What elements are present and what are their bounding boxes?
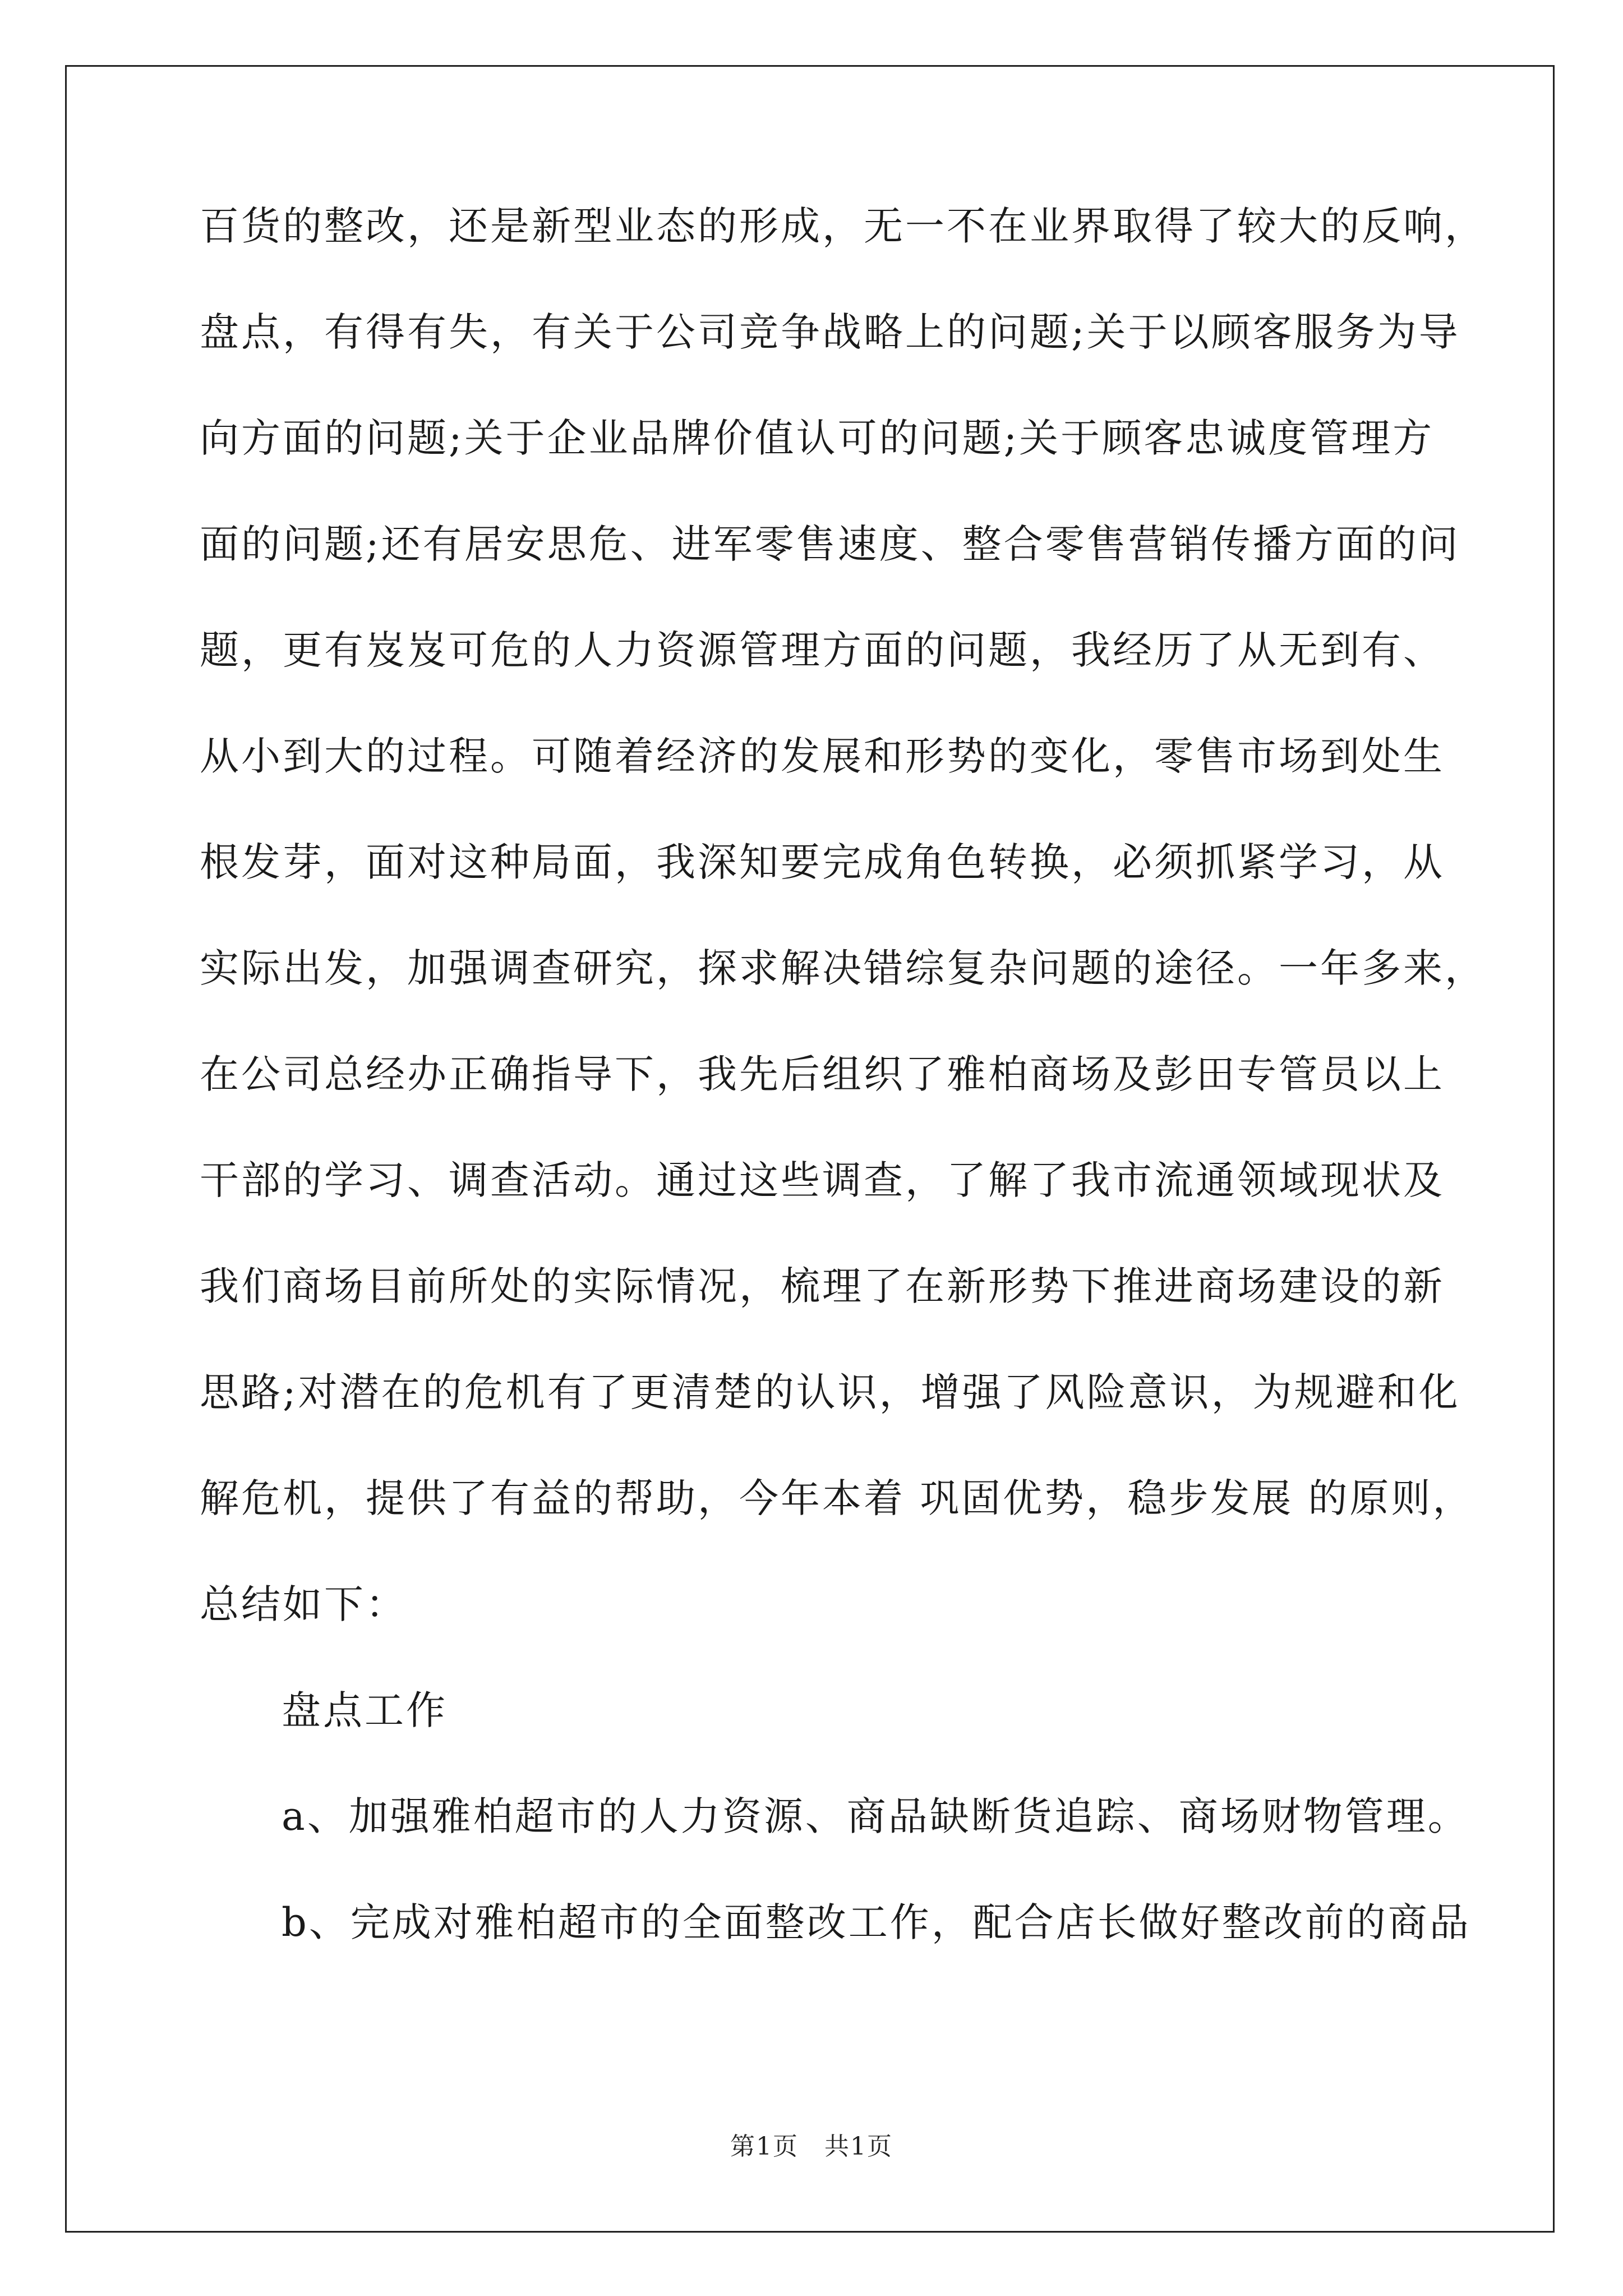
page-footer: 第1页 共1页 <box>730 2132 893 2161</box>
list-item-a: a、加强雅柏超市的人力资源、商品缺断货追踪、商场财物管理。 <box>282 1793 1469 1839</box>
paragraph-line: 在公司总经办正确指导下，我先后组织了雅柏商场及彭田专管员以上 <box>200 1051 1445 1097</box>
paragraph-line: 向方面的问题;关于企业品牌价值认可的问题;关于顾客忠诚度管理方 <box>200 415 1435 461</box>
document-body <box>200 201 1486 2003</box>
paragraph-line: 实际出发，加强调查研究，探求解决错综复杂问题的途径。一年多来， <box>200 945 1486 991</box>
paragraph-line: 思路;对潜在的危机有了更清楚的认识，增强了风险意识，为规避和化 <box>200 1369 1460 1415</box>
paragraph-line: 干部的学习、调查活动。通过这些调查，了解了我市流通领域现状及 <box>200 1157 1445 1203</box>
paragraph-line: 盘点，有得有失，有关于公司竞争战略上的问题;关于以顾客服务为导 <box>200 309 1460 355</box>
paragraph-line: 我们商场目前所处的实际情况，梳理了在新形势下推进商场建设的新 <box>200 1263 1445 1309</box>
paragraph-line: 总结如下： <box>200 1581 407 1627</box>
paragraph-line: 题，更有岌岌可危的人力资源管理方面的问题，我经历了从无到有、 <box>200 627 1445 673</box>
paragraph-line: 从小到大的过程。可随着经济的发展和形势的变化，零售市场到处生 <box>200 733 1445 779</box>
paragraph-line: 解危机，提供了有益的帮助，今年本着 巩固优势，稳步发展 的原则， <box>200 1475 1474 1521</box>
paragraph-line: 面的问题;还有居安思危、进军零售速度、整合零售营销传播方面的问 <box>200 521 1460 567</box>
paragraph-line: 百货的整改，还是新型业态的形成，无一不在业界取得了较大的反响， <box>200 203 1486 249</box>
section-heading: 盘点工作 <box>282 1687 448 1733</box>
list-item-b: b、完成对雅柏超市的全面整改工作，配合店长做好整改前的商品 <box>282 1899 1471 1945</box>
paragraph-line: 根发芽，面对这种局面，我深知要完成角色转换，必须抓紧学习，从 <box>200 839 1445 885</box>
